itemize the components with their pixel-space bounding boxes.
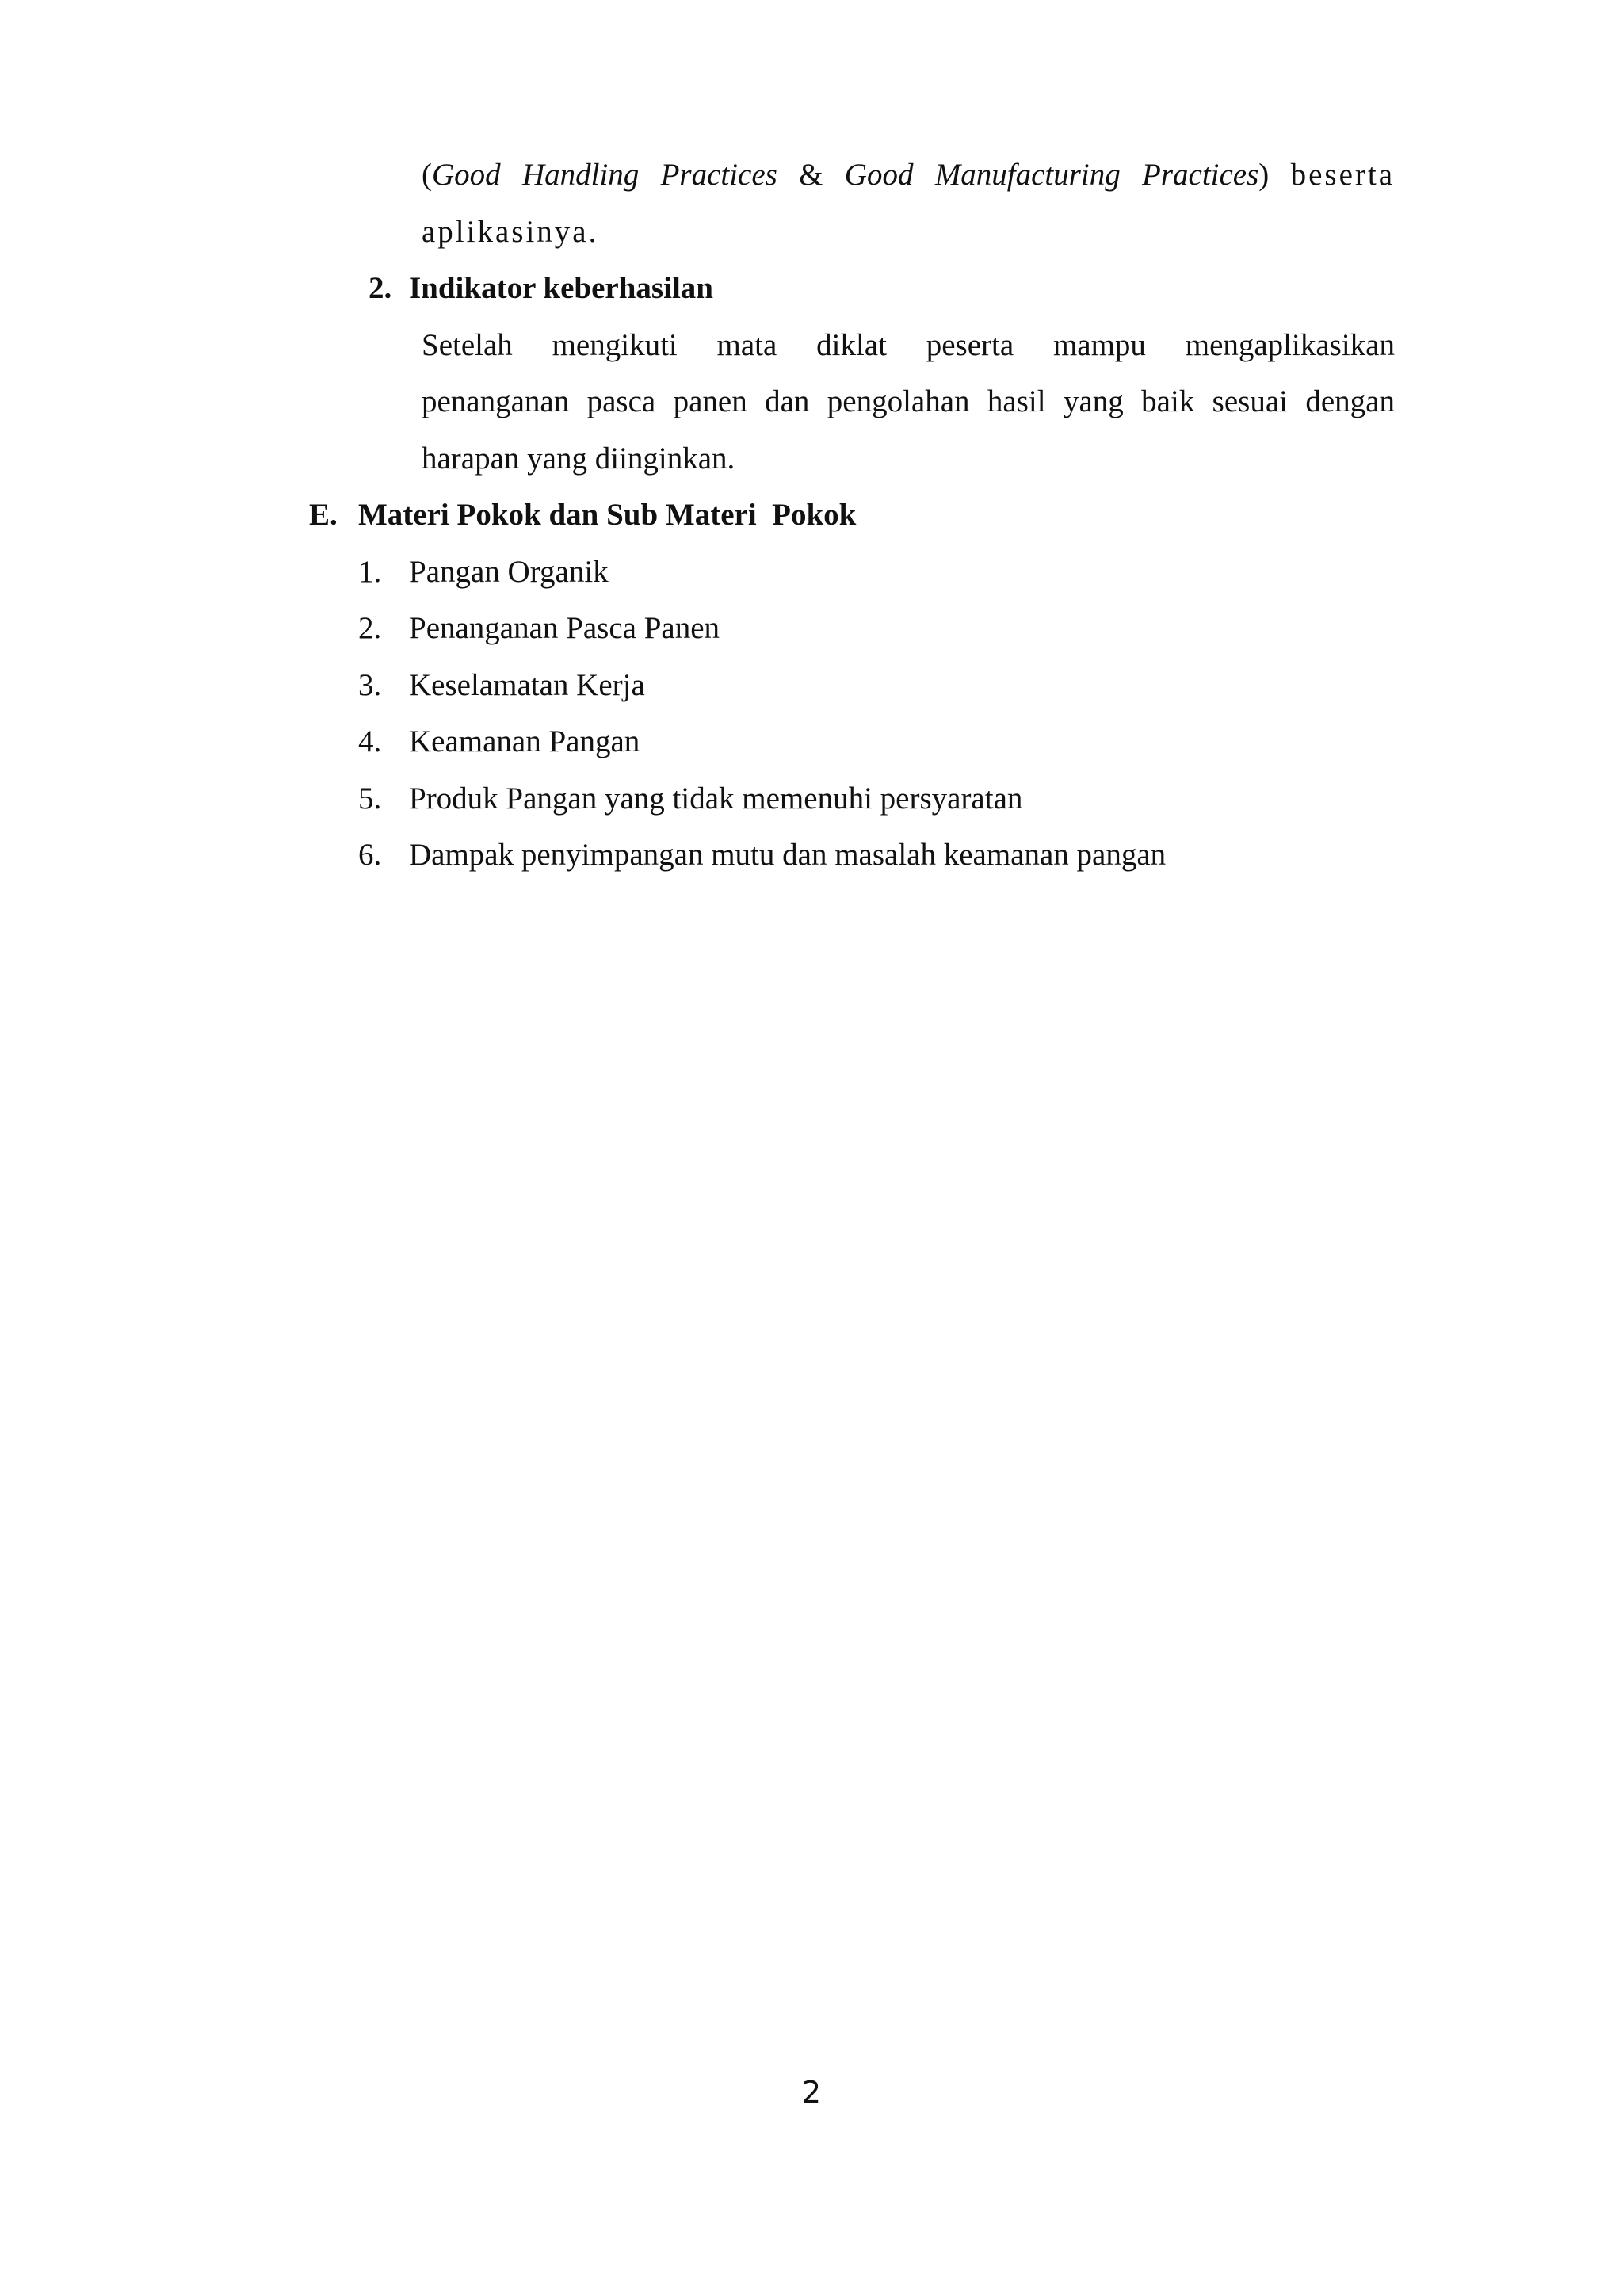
intro-term-gmp: Good Manufacturing Practices: [844, 158, 1259, 192]
indikator-number: 2.: [369, 271, 392, 305]
list-item: Dampak penyimpangan mutu dan masalah keamanan pangan: [409, 838, 1167, 872]
intro-close-paren: ): [1258, 158, 1270, 192]
list-item: Penanganan Pasca Panen: [409, 611, 720, 645]
section-e-letter: E.: [309, 498, 338, 532]
indikator-paragraph-line-3: harapan yang diinginkan.: [422, 441, 735, 476]
indikator-heading: Indikator keberhasilan: [409, 271, 713, 305]
indikator-paragraph-line-2: penanganan pasca panen dan pengolahan hasil yang baik sesuai dengan: [422, 384, 1395, 418]
list-item: Keamanan Pangan: [409, 724, 640, 758]
list-item-number: 5.: [358, 781, 382, 816]
indikator-paragraph-line-1: Setelah mengikuti mata diklat peserta mampu mengaplikasikan: [422, 328, 1395, 362]
page-number: 2: [801, 2075, 822, 2110]
intro-beserta: beserta: [1290, 158, 1396, 192]
list-item-number: 2.: [358, 611, 382, 645]
section-e-heading: Materi Pokok dan Sub Materi Pokok: [358, 498, 857, 532]
list-item-number: 3.: [358, 668, 382, 702]
intro-line-1: [422, 147, 1395, 204]
intro-open-paren: (: [422, 158, 432, 192]
list-item: Pangan Organik: [409, 555, 609, 589]
intro-ampersand: &: [799, 158, 823, 192]
list-item-number: 4.: [358, 724, 382, 758]
list-item: Produk Pangan yang tidak memenuhi persyaratan: [409, 781, 1023, 816]
intro-term-ghp: Good Handling Practices: [432, 158, 777, 192]
intro-line-2: aplikasinya.: [422, 215, 599, 249]
list-item-number: 1.: [358, 555, 382, 589]
list-item-number: 6.: [358, 838, 382, 872]
list-item: Keselamatan Kerja: [409, 668, 645, 702]
